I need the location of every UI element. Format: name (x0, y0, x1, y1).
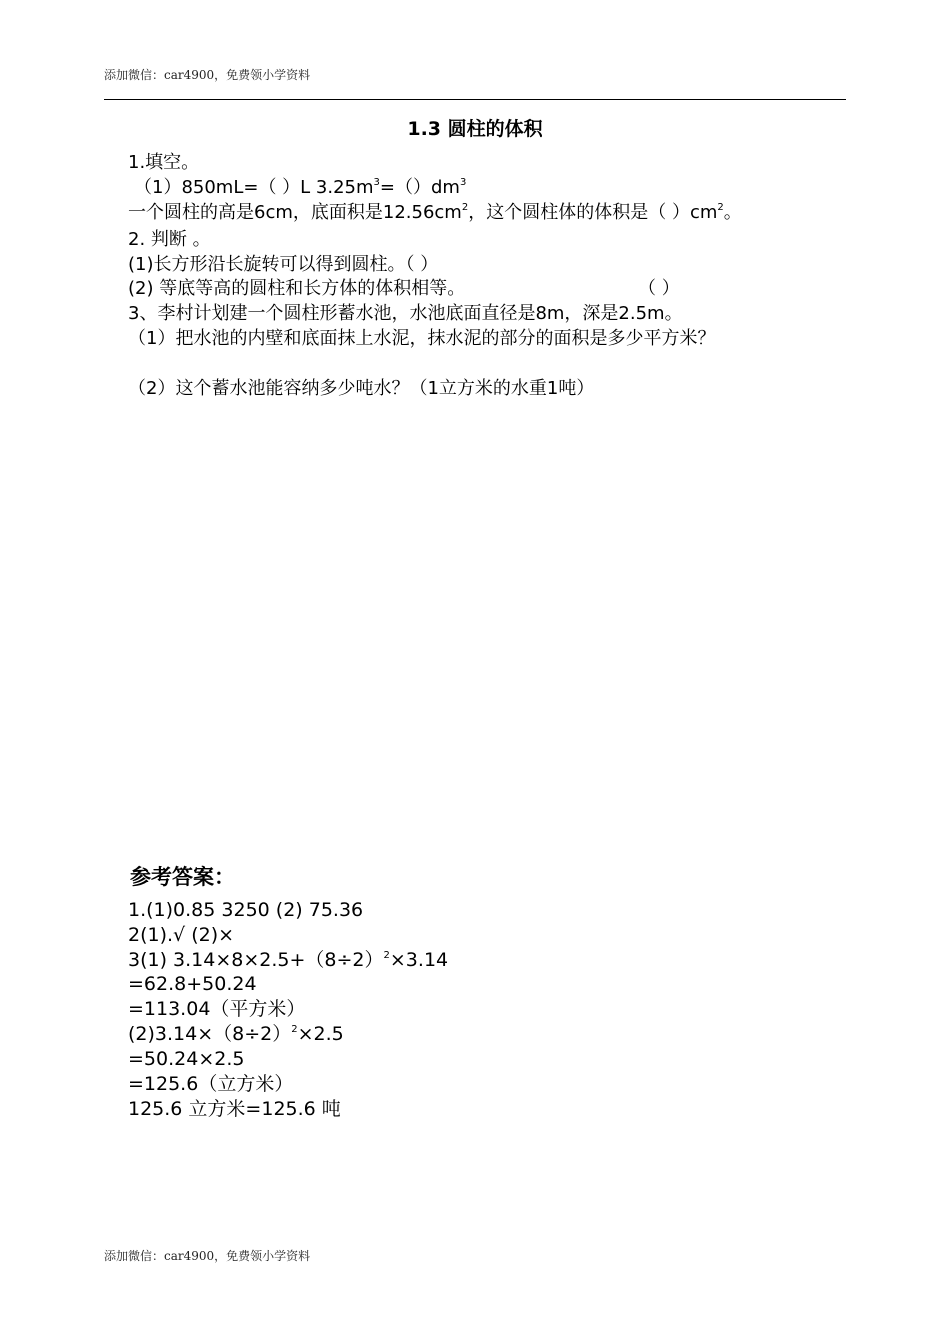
page-title: 1.3 圆柱的体积 (407, 118, 543, 140)
q3-part1: （1）把水池的内壁和底面抹上水泥，抹水泥的部分的面积是多少平方米？ (128, 328, 716, 349)
answer-line-5: =113.04（平方米） (128, 998, 306, 1020)
answer-line-3-text-a: 3(1) 3.14×8×2.5+（8÷2） (128, 949, 384, 971)
q2-part1: (1)长方形沿长旋转可以得到圆柱。（ ） (128, 254, 439, 275)
answer-line-6-text-b: ×2.5 (297, 1023, 344, 1045)
q1-part2 (128, 202, 742, 224)
q1-part1 (134, 177, 466, 199)
answer-line-6-text-a: (2)3.14×（8÷2） (128, 1023, 292, 1045)
answer-line-7: =50.24×2.5 (128, 1048, 245, 1070)
answer-line-3-sup: 2 (383, 950, 390, 961)
q1-part2-text-c: 。 (723, 202, 742, 223)
answer-line-2: 2(1).√ (2)× (128, 924, 235, 946)
answer-line-3 (128, 949, 448, 971)
q1-part2-text-b: ，这个圆柱体的体积是（ ）cm (468, 202, 718, 223)
answer-line-9: 125.6 立方米=125.6 吨 (128, 1098, 341, 1120)
q2-part2-text: (2) 等底等高的圆柱和长方体的体积相等。 (128, 278, 466, 299)
answer-line-4: =62.8+50.24 (128, 973, 257, 995)
q3-part2: （2）这个蓄水池能容纳多少吨水？（1立方米的水重1吨） (128, 378, 595, 399)
answer-line-1: 1.(1)0.85 3250 (2) 75.36 (128, 899, 364, 921)
answer-line-8: =125.6（立方米） (128, 1073, 294, 1095)
answers-title: 参考答案： (130, 864, 235, 889)
header-divider (104, 99, 846, 100)
q1-part2-text-a: 一个圆柱的高是6cm，底面积是12.56cm (128, 202, 462, 223)
q2-heading: 2. 判断 。 (128, 229, 211, 250)
page-header-text: 添加微信：car4900，免费领小学资料 (104, 68, 311, 82)
q1-part2-sup-a: 2 (461, 202, 469, 213)
q1-heading: 1.填空。 (128, 152, 200, 173)
q1-part1-text-a: （1）850mL=（ ）L 3.25m (134, 177, 374, 198)
page-footer-text: 添加微信：car4900，免费领小学资料 (104, 1249, 311, 1263)
q1-part2-sup-b: 2 (717, 202, 724, 213)
answer-line-3-text-b: ×3.14 (389, 949, 449, 971)
q1-part1-sup-a: 3 (373, 177, 380, 188)
q3-heading: 3、李村计划建一个圆柱形蓄水池，水池底面直径是8m，深是2.5m。 (128, 303, 683, 324)
answer-line-6 (128, 1023, 344, 1045)
q2-part2-bracket: （ ） (638, 278, 680, 299)
q1-part1-sup-b: 3 (459, 177, 467, 188)
q2-part2 (128, 278, 688, 300)
answer-line-6-sup: 2 (291, 1024, 298, 1035)
q1-part1-text-b: =（）dm (379, 177, 460, 198)
